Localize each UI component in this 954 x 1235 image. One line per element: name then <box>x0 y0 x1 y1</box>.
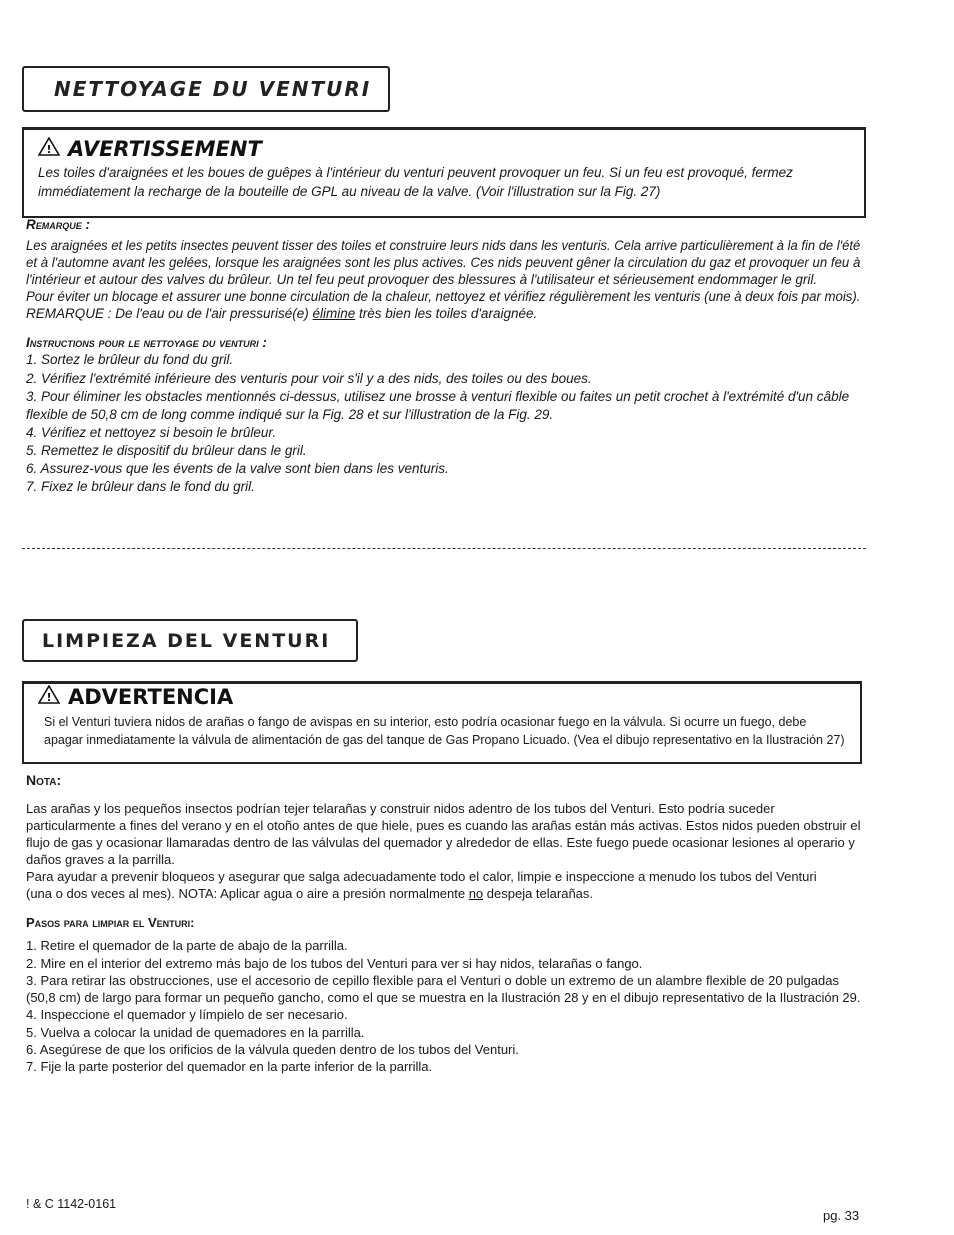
french-step: 5. Remettez le dispositif du brûleur dans le gril. <box>26 443 307 458</box>
svg-text:!: ! <box>46 143 52 156</box>
french-remark-last <box>26 305 537 322</box>
spanish-step: 3. Para retirar las obstrucciones, use el accesorio de cepillo flexible para el Venturi o doble un extremo de un alambre flexible de 20 pulgadas <box>26 973 839 988</box>
spanish-warning-heading <box>38 685 233 709</box>
french-warning-title: AVERTISSEMENT <box>68 137 262 161</box>
french-remark-line: et à l'automne avant les gelées, lorsque les araignées sont les plus actives. Ces nids peuvent gêner la circulation du gaz et provoquer un feu à <box>26 255 861 270</box>
spanish-step: 5. Vuelva a colocar la unidad de quemadores en la parrilla. <box>26 1025 365 1040</box>
spanish-nota-line: Para ayudar a prevenir bloqueos y asegurar que salga adecuadamente todo el calor, limpie e inspeccione a menudo los tubos del Venturi <box>26 869 817 884</box>
french-step: 7. Fixez le brûleur dans le fond du gril. <box>26 479 255 494</box>
french-remark-line: Pour éviter un blocage et assurer une bonne circulation de la chaleur, nettoyez et vérifiez régulièrement les venturis (une à deux fois par mois). <box>26 289 861 304</box>
spanish-step: (50,8 cm) de largo para formar un pequeño gancho, como el que se muestra en la Ilustración 28 y en el dibujo representativo de la Ilustración 29. <box>26 990 861 1005</box>
spanish-step: 2. Mire en el interior del extremo más bajo de los tubos del Venturi para ver si hay nidos, telarañas o fango. <box>26 956 643 971</box>
french-warning-line: immédiatement la recharge de la bouteille de GPL au niveau de la valve. (Voir l'illustration sur la Fig. 27) <box>38 184 661 199</box>
french-step: flexible de 50,8 cm de long comme indiqué sur la Fig. 28 et sur l'illustration de la Fig. 29. <box>26 407 554 422</box>
french-remark-line: Les araignées et les petits insectes peuvent tisser des toiles et construire leurs nids dans les venturis. Cela arrive particulièrement à la fin de l'été <box>26 238 861 253</box>
spanish-step: 7. Fije la parte posterior del quemador en la parte inferior de la parrilla. <box>26 1059 433 1074</box>
french-instructions-heading: Instructions pour le nettoyage du venturi : <box>26 335 267 350</box>
spanish-pasos-heading: Pasos para limpiar el Venturi: <box>26 915 195 930</box>
spanish-nota-last <box>26 885 593 902</box>
spanish-step: 1. Retire el quemador de la parte de abajo de la parrilla. <box>26 938 348 953</box>
spanish-nota-line: flujo de gas y ocasionar llamaradas dentro de las válvulas del quemador y alrededor de ellas. Este fuego puede ocasionar lesiones al operario y <box>26 835 855 850</box>
french-step: 1. Sortez le brûleur du fond du gril. <box>26 352 234 367</box>
spanish-step: 6. Asegúrese de que los orificios de la válvula queden dentro de los tubos del Venturi. <box>26 1042 519 1057</box>
french-title-box <box>22 66 390 112</box>
french-step: 3. Pour éliminer les obstacles mentionnés ci-dessus, utilisez une brosse à venturi flexible ou faites un petit crochet à l'extrémité d'un câble <box>26 389 850 404</box>
page-number: pg. 33 <box>823 1208 860 1223</box>
section-divider <box>22 548 866 549</box>
french-title: NETTOYAGE DU VENTURI <box>54 77 372 101</box>
french-remark-underlined: élimine <box>312 306 356 321</box>
spanish-nota-line: particularmente a fines del verano y en el otoño antes de que hiele, pues es cuando las arañas están más activas. Estos nidos pueden obstruir el <box>26 818 861 833</box>
warning-triangle-icon <box>38 137 68 161</box>
french-remark-text: très bien les toiles d'araignée. <box>355 306 538 321</box>
spanish-nota-text: despeja telarañas. <box>483 886 594 901</box>
french-remark-line: l'intérieur et autour des valves du brûleur. Un tel feu peut provoquer des blessures à l'utilisateur et sérieusement endommager le gril. <box>26 272 818 287</box>
french-step: 2. Vérifiez l'extrémité inférieure des venturis pour voir s'il y a des nids, des toiles ou des boues. <box>26 371 592 386</box>
french-warning-heading <box>38 137 262 161</box>
spanish-nota-underlined: no <box>468 886 484 901</box>
spanish-nota-text: (una o dos veces al mes). NOTA: Aplicar agua o aire a presión normalmente <box>26 886 469 901</box>
spanish-warning-line: Si el Venturi tuviera nidos de arañas o fango de avispas en su interior, esto podría ocasionar fuego en la válvula. Si ocurre un fuego, debe <box>44 715 807 729</box>
spanish-nota-heading: Nota: <box>26 772 62 788</box>
spanish-step: 4. Inspeccione el quemador y límpielo de ser necesario. <box>26 1007 348 1022</box>
french-remark-heading: Remarque : <box>26 217 90 232</box>
svg-text:!: ! <box>46 691 52 704</box>
spanish-warning-title: ADVERTENCIA <box>68 685 234 709</box>
spanish-nota-line: daños graves a la parrilla. <box>26 852 175 867</box>
french-step: 6. Assurez-vous que les évents de la valve sont bien dans les venturis. <box>26 461 449 476</box>
french-remark-text: REMARQUE : De l'eau ou de l'air pressurisé(e) <box>26 306 313 321</box>
spanish-title-box <box>22 619 358 662</box>
french-warning-line: Les toiles d'araignées et les boues de guêpes à l'intérieur du venturi peuvent provoquer un feu. Si un feu est provoqué, fermez <box>38 165 793 180</box>
warning-triangle-icon <box>38 685 68 709</box>
french-step: 4. Vérifiez et nettoyez si besoin le brûleur. <box>26 425 277 440</box>
spanish-warning-line: apagar inmediatamente la válvula de alimentación de gas del tanque de Gas Propano Licuado. (Vea el dibujo representativo en la Ilustración 27) <box>44 733 845 747</box>
spanish-title: LIMPIEZA DEL VENTURI <box>42 629 331 652</box>
spanish-nota-line: Las arañas y los pequeños insectos podrían tejer telarañas y construir nidos adentro de los tubos del Venturi. Esto podría suceder <box>26 801 775 816</box>
doc-number: ! & C 1142-0161 <box>26 1197 117 1211</box>
